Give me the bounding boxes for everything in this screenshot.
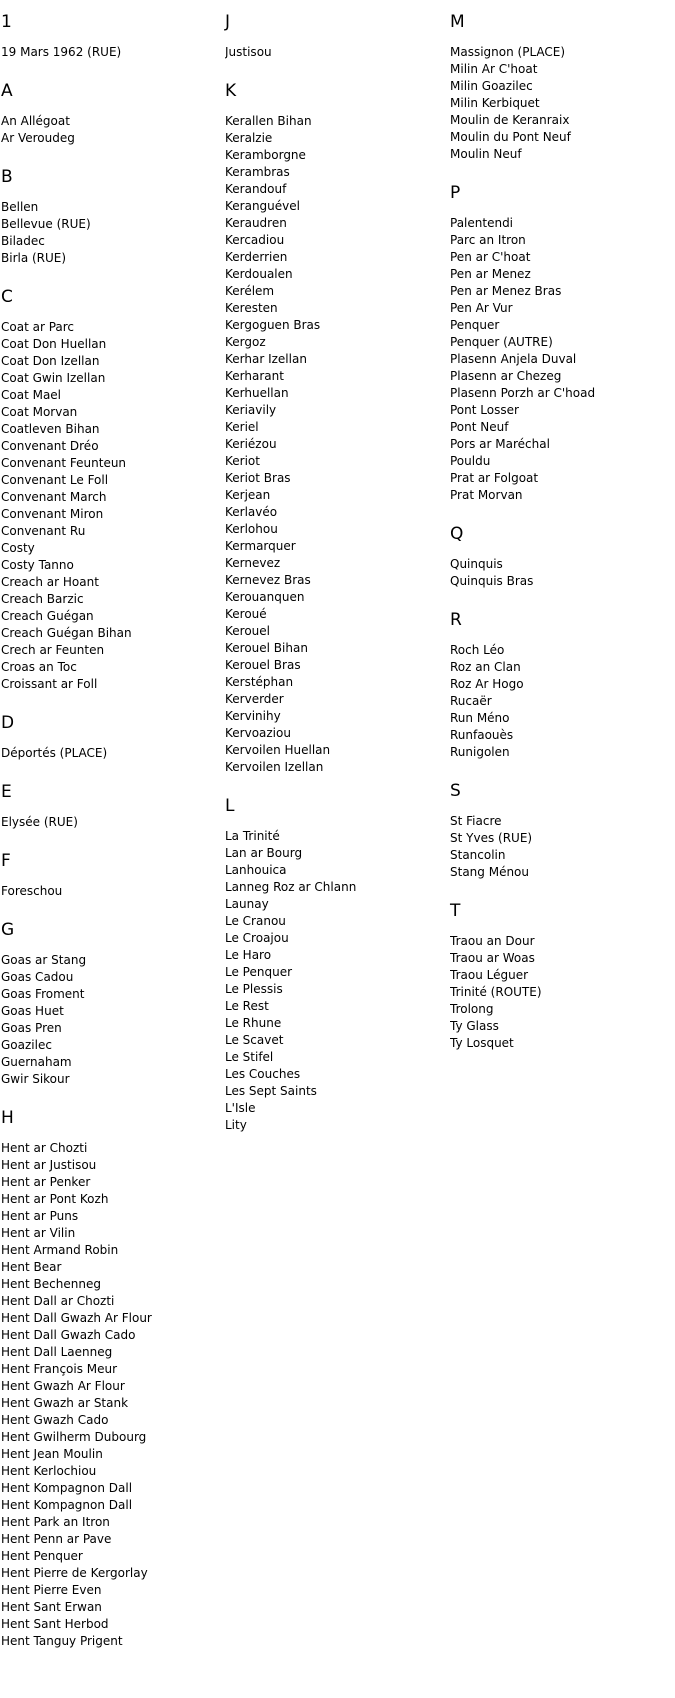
street-name: Goas Cadou — [1, 970, 74, 984]
street-name: Lan ar Bourg — [225, 846, 303, 860]
street-name: Kermarquer — [225, 539, 296, 553]
letter-section — [1, 167, 216, 267]
street-name: Roz Ar Hogo — [450, 677, 524, 691]
street-name: Roch Léo — [450, 643, 505, 657]
street-list — [450, 44, 665, 163]
street-list — [1, 745, 216, 762]
street-name: Coat ar Parc — [1, 320, 75, 334]
street-name: Pont Losser — [450, 403, 519, 417]
letter-section — [450, 781, 665, 881]
street-name: Prat Morvan — [450, 488, 523, 502]
street-name: Hent Dall Gwazh Cado — [1, 1328, 136, 1342]
street-name: Keriot Bras — [225, 471, 291, 485]
street-name: Plasenn ar Chezeg — [450, 369, 562, 383]
street-name: Quinquis Bras — [450, 574, 534, 588]
street-name: Keriézou — [225, 437, 277, 451]
street-name: Kerhar Izellan — [225, 352, 307, 366]
street-name: Justisou — [225, 45, 272, 59]
street-name: Plasenn Anjela Duval — [450, 352, 577, 366]
letter-section — [225, 81, 440, 776]
street-name: Parc an Itron — [450, 233, 526, 247]
street-name: Convenant March — [1, 490, 107, 504]
street-list — [1, 113, 216, 147]
section-letter-heading: G — [1, 920, 15, 940]
street-name: Kerhuellan — [225, 386, 289, 400]
street-name: La Trinité — [225, 829, 280, 843]
street-name: Goas ar Stang — [1, 953, 87, 967]
street-name: Kerouel Bras — [225, 658, 301, 672]
street-name: Milin Ar C'hoat — [450, 62, 538, 76]
letter-section — [225, 12, 440, 61]
street-name: Kernevez — [225, 556, 281, 570]
street-name: Coat Morvan — [1, 405, 78, 419]
street-name: Kercadiou — [225, 233, 285, 247]
street-name: Traou Léguer — [450, 968, 529, 982]
section-letter-heading: F — [1, 851, 11, 871]
street-name: Kerandouf — [225, 182, 287, 196]
street-name: Keriel — [225, 420, 259, 434]
street-name: Goas Huet — [1, 1004, 64, 1018]
street-list — [225, 113, 440, 776]
street-name: Convenant Feunteun — [1, 456, 127, 470]
street-name: Kervoaziou — [225, 726, 291, 740]
letter-section — [1, 287, 216, 693]
street-name: Elysée (RUE) — [1, 815, 78, 829]
street-name: Hent Kompagnon Dall — [1, 1498, 133, 1512]
street-name: Launay — [225, 897, 269, 911]
street-name: Keresten — [225, 301, 278, 315]
street-name: Costy Tanno — [1, 558, 74, 572]
street-list — [1, 319, 216, 693]
street-name: Pen ar Menez Bras — [450, 284, 562, 298]
street-name: Foreschou — [1, 884, 63, 898]
street-name: Creach Barzic — [1, 592, 84, 606]
street-name: Hent ar Justisou — [1, 1158, 97, 1172]
street-name: Kerouanquen — [225, 590, 305, 604]
street-name: Croissant ar Foll — [1, 677, 98, 691]
street-list — [1, 883, 216, 900]
street-name: St Fiacre — [450, 814, 502, 828]
section-letter-heading: P — [450, 183, 461, 203]
street-name: Le Rest — [225, 999, 269, 1013]
street-name: Pouldu — [450, 454, 491, 468]
street-name: Gwir Sikour — [1, 1072, 70, 1086]
street-name: Penquer (AUTRE) — [450, 335, 553, 349]
letter-section — [450, 12, 665, 163]
section-letter-heading: H — [1, 1108, 14, 1128]
street-name: Le Croajou — [225, 931, 289, 945]
street-name: Hent Tanguy Prigent — [1, 1634, 123, 1648]
street-name: Hent Armand Robin — [1, 1243, 119, 1257]
street-name: Hent Gwazh Cado — [1, 1413, 109, 1427]
street-name: Pen ar C'hoat — [450, 250, 531, 264]
letter-section — [225, 796, 440, 1134]
street-name: Bellevue (RUE) — [1, 217, 91, 231]
street-name: Goazilec — [1, 1038, 52, 1052]
section-letter-heading: B — [1, 167, 13, 187]
street-name: Kerélem — [225, 284, 275, 298]
letter-section — [1, 920, 216, 1088]
street-list — [1, 199, 216, 267]
street-name: Hent Kompagnon Dall — [1, 1481, 133, 1495]
street-name: Hent ar Puns — [1, 1209, 79, 1223]
street-name: Keriavily — [225, 403, 277, 417]
street-name: Trinité (ROUTE) — [450, 985, 542, 999]
street-name: Palentendi — [450, 216, 514, 230]
street-name: Guernaham — [1, 1055, 72, 1069]
street-name: Hent Park an Itron — [1, 1515, 110, 1529]
street-list — [1, 44, 216, 61]
letter-section — [450, 524, 665, 590]
street-name: Hent Pierre de Kergorlay — [1, 1566, 148, 1580]
section-letter-heading: 1 — [1, 12, 12, 32]
street-name: Kerdoualen — [225, 267, 293, 281]
street-list — [450, 556, 665, 590]
street-name: Hent ar Vilin — [1, 1226, 76, 1240]
street-name: Creach Guégan Bihan — [1, 626, 132, 640]
section-letter-heading: K — [225, 81, 237, 101]
street-list — [450, 813, 665, 881]
street-list — [450, 215, 665, 504]
letter-section — [450, 610, 665, 761]
street-name: Hent Jean Moulin — [1, 1447, 103, 1461]
street-name: Goas Pren — [1, 1021, 62, 1035]
street-name: Run Méno — [450, 711, 510, 725]
index-column-1 — [1, 12, 216, 1670]
street-name: Coat Mael — [1, 388, 62, 402]
letter-section — [1, 12, 216, 61]
street-name: Hent Bechenneg — [1, 1277, 101, 1291]
street-name: Stang Ménou — [450, 865, 530, 879]
street-name: Quinquis — [450, 557, 503, 571]
street-name: Kerambras — [225, 165, 290, 179]
street-name: Kergoz — [225, 335, 266, 349]
street-name: Convenant Dréo — [1, 439, 99, 453]
street-name: Moulin Neuf — [450, 147, 522, 161]
street-list — [225, 828, 440, 1134]
street-name: Keramborgne — [225, 148, 306, 162]
street-name: Hent ar Pont Kozh — [1, 1192, 109, 1206]
street-name: Rucaër — [450, 694, 492, 708]
street-name: Hent Gwazh Ar Flour — [1, 1379, 125, 1393]
street-name: Crech ar Feunten — [1, 643, 105, 657]
street-name: Le Penquer — [225, 965, 293, 979]
street-name: Costy — [1, 541, 35, 555]
letter-section — [450, 183, 665, 504]
street-name: 19 Mars 1962 (RUE) — [1, 45, 122, 59]
street-name: Hent Dall ar Chozti — [1, 1294, 115, 1308]
street-name: Hent Gwazh ar Stank — [1, 1396, 129, 1410]
letter-section — [450, 901, 665, 1052]
street-name: Kerstéphan — [225, 675, 294, 689]
street-name: Convenant Le Foll — [1, 473, 109, 487]
street-name: Kerouel — [225, 624, 270, 638]
street-name: Convenant Miron — [1, 507, 104, 521]
index-column-2 — [225, 12, 440, 1154]
street-name: Hent ar Chozti — [1, 1141, 88, 1155]
section-letter-heading: S — [450, 781, 461, 801]
street-name: Goas Froment — [1, 987, 85, 1001]
street-name: Hent ar Penker — [1, 1175, 91, 1189]
street-name: Croas an Toc — [1, 660, 77, 674]
street-name: Kerverder — [225, 692, 284, 706]
street-name: Creach ar Hoant — [1, 575, 99, 589]
street-list — [450, 933, 665, 1052]
street-name: Biladec — [1, 234, 45, 248]
letter-section — [1, 81, 216, 147]
section-letter-heading: Q — [450, 524, 464, 544]
street-name: Hent Kerlochiou — [1, 1464, 97, 1478]
street-name: Kerouel Bihan — [225, 641, 308, 655]
street-list — [1, 814, 216, 831]
section-letter-heading: M — [450, 12, 465, 32]
street-name: Birla (RUE) — [1, 251, 67, 265]
street-name: Penquer — [450, 318, 500, 332]
street-name: Milin Kerbiquet — [450, 96, 540, 110]
street-name: Kervinihy — [225, 709, 281, 723]
street-name: Kernevez Bras — [225, 573, 311, 587]
letter-section — [1, 782, 216, 831]
street-name: Convenant Ru — [1, 524, 86, 538]
street-name: Kerjean — [225, 488, 271, 502]
street-name: Ty Losquet — [450, 1036, 514, 1050]
letter-section — [1, 851, 216, 900]
street-name: L'Isle — [225, 1101, 256, 1115]
street-name: Traou an Dour — [450, 934, 535, 948]
street-name: Coatleven Bihan — [1, 422, 100, 436]
street-list — [1, 952, 216, 1088]
street-name: Pont Neuf — [450, 420, 509, 434]
street-name: Le Rhune — [225, 1016, 282, 1030]
street-name: Keroué — [225, 607, 267, 621]
street-name: Roz an Clan — [450, 660, 521, 674]
street-name: Les Sept Saints — [225, 1084, 317, 1098]
street-name: Coat Don Izellan — [1, 354, 100, 368]
index-column-3 — [450, 12, 665, 1072]
street-name: Hent Gwilherm Dubourg — [1, 1430, 147, 1444]
street-name: Hent François Meur — [1, 1362, 118, 1376]
street-name: Kerderrien — [225, 250, 288, 264]
street-name: Bellen — [1, 200, 39, 214]
street-name: Trolong — [450, 1002, 494, 1016]
street-name: Plasenn Porzh ar C'hoad — [450, 386, 596, 400]
street-name: Runfaouès — [450, 728, 514, 742]
street-name: Keranguével — [225, 199, 300, 213]
street-name: Lanneg Roz ar Chlann — [225, 880, 357, 894]
letter-section — [1, 1108, 216, 1650]
section-letter-heading: L — [225, 796, 235, 816]
street-name: Moulin de Keranraix — [450, 113, 570, 127]
street-name: Ar Veroudeg — [1, 131, 75, 145]
street-name: Hent Pierre Even — [1, 1583, 102, 1597]
street-name: Traou ar Woas — [450, 951, 535, 965]
street-name: Le Stifel — [225, 1050, 274, 1064]
street-name: Le Cranou — [225, 914, 286, 928]
section-letter-heading: E — [1, 782, 12, 802]
street-name: Kerallen Bihan — [225, 114, 312, 128]
street-name: Keriot — [225, 454, 260, 468]
street-name: Keraudren — [225, 216, 287, 230]
street-name: Stancolin — [450, 848, 506, 862]
street-name: Hent Penquer — [1, 1549, 83, 1563]
street-name: Kerharant — [225, 369, 284, 383]
street-name: Pen ar Menez — [450, 267, 531, 281]
street-name: Hent Sant Herbod — [1, 1617, 109, 1631]
street-name: An Allégoat — [1, 114, 70, 128]
street-name: Moulin du Pont Neuf — [450, 130, 571, 144]
street-name: Kergoguen Bras — [225, 318, 321, 332]
street-name: Creach Guégan — [1, 609, 94, 623]
street-name: Le Plessis — [225, 982, 283, 996]
street-name: Lanhouica — [225, 863, 287, 877]
street-list — [1, 1140, 216, 1650]
street-name: St Yves (RUE) — [450, 831, 533, 845]
street-name: Pen Ar Vur — [450, 301, 513, 315]
section-letter-heading: J — [225, 12, 231, 32]
street-name: Hent Dall Laenneg — [1, 1345, 113, 1359]
street-name: Ty Glass — [450, 1019, 499, 1033]
street-name: Lity — [225, 1118, 247, 1132]
street-name: Hent Sant Erwan — [1, 1600, 102, 1614]
street-name: Pors ar Maréchal — [450, 437, 550, 451]
street-name: Coat Gwin Izellan — [1, 371, 106, 385]
street-name: Le Scavet — [225, 1033, 284, 1047]
street-name: Kervoilen Izellan — [225, 760, 324, 774]
section-letter-heading: C — [1, 287, 13, 307]
street-list — [450, 642, 665, 761]
street-name: Déportés (PLACE) — [1, 746, 108, 760]
street-name: Hent Bear — [1, 1260, 62, 1274]
street-name: Hent Penn ar Pave — [1, 1532, 112, 1546]
street-name: Le Haro — [225, 948, 272, 962]
section-letter-heading: D — [1, 713, 15, 733]
section-letter-heading: A — [1, 81, 13, 101]
street-name: Kerlavéo — [225, 505, 278, 519]
street-name: Milin Goazilec — [450, 79, 533, 93]
section-letter-heading: R — [450, 610, 462, 630]
street-list — [225, 44, 440, 61]
street-name: Kervoilen Huellan — [225, 743, 331, 757]
street-name: Runigolen — [450, 745, 510, 759]
street-name: Massignon (PLACE) — [450, 45, 566, 59]
street-name: Hent Dall Gwazh Ar Flour — [1, 1311, 152, 1325]
street-name: Les Couches — [225, 1067, 301, 1081]
street-name: Coat Don Huellan — [1, 337, 107, 351]
street-name: Kerlohou — [225, 522, 278, 536]
street-name: Prat ar Folgoat — [450, 471, 539, 485]
section-letter-heading: T — [450, 901, 461, 921]
letter-section — [1, 713, 216, 762]
street-name: Keralzie — [225, 131, 273, 145]
